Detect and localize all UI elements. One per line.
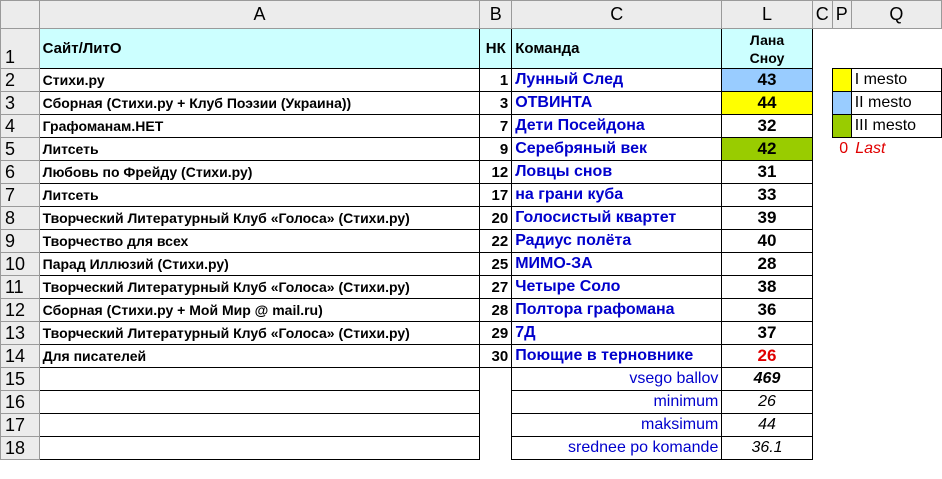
site-cell[interactable]: Литсеть (39, 138, 480, 161)
row-header[interactable]: 10 (1, 253, 40, 276)
row-header[interactable]: 15 (1, 368, 40, 391)
maximum-value[interactable]: 44 (722, 414, 812, 437)
table-row (1, 345, 942, 368)
nk-cell[interactable]: 9 (480, 138, 512, 161)
table-row (1, 69, 942, 92)
empty-cell[interactable] (39, 437, 480, 460)
site-cell[interactable]: Творческий Литературный Клуб «Голоса» (Стихи.ру) (39, 322, 480, 345)
site-cell[interactable]: Стихи.ру (39, 69, 480, 92)
score-cell[interactable]: 43 (722, 69, 812, 92)
row-header[interactable]: 3 (1, 92, 40, 115)
score-cell[interactable]: 31 (722, 161, 812, 184)
team-cell[interactable]: Голосистый квартет (512, 207, 722, 230)
team-cell[interactable]: ОТВИНТА (512, 92, 722, 115)
legend-second-label[interactable]: II mesto (851, 92, 941, 115)
score-cell[interactable]: 37 (722, 322, 812, 345)
score-cell[interactable]: 39 (722, 207, 812, 230)
header-judge-cell[interactable] (722, 29, 812, 69)
nk-cell[interactable]: 17 (480, 184, 512, 207)
legend-first-label[interactable]: I mesto (851, 69, 941, 92)
site-cell[interactable]: Творчество для всех (39, 230, 480, 253)
team-cell[interactable]: МИМО-ЗА (512, 253, 722, 276)
row-header-1[interactable]: 1 (1, 29, 40, 69)
minimum-label[interactable]: minimum (512, 391, 722, 414)
site-cell[interactable]: Сборная (Стихи.ру + Мой Мир @ mail.ru) (39, 299, 480, 322)
site-cell[interactable]: Графоманам.НЕТ (39, 115, 480, 138)
nk-cell[interactable]: 20 (480, 207, 512, 230)
table-row (1, 253, 942, 276)
nk-cell[interactable]: 12 (480, 161, 512, 184)
row-header[interactable]: 13 (1, 322, 40, 345)
row-header[interactable]: 6 (1, 161, 40, 184)
score-cell[interactable]: 42 (722, 138, 812, 161)
header-nk-cell[interactable]: НК (480, 29, 512, 69)
column-header-row (1, 1, 942, 29)
legend-third-label[interactable]: III mesto (851, 115, 941, 138)
row-header[interactable]: 18 (1, 437, 40, 460)
empty-cell[interactable] (39, 368, 480, 391)
team-cell[interactable]: Дети Посейдона (512, 115, 722, 138)
nk-cell[interactable]: 3 (480, 92, 512, 115)
column-header-c[interactable]: C (512, 1, 722, 29)
table-row (1, 184, 942, 207)
empty-cell[interactable] (39, 391, 480, 414)
score-cell[interactable]: 38 (722, 276, 812, 299)
stats-row (1, 391, 942, 414)
total-label[interactable]: vsego ballov (512, 368, 722, 391)
legend-first-swatch (832, 69, 851, 92)
score-cell[interactable]: 33 (722, 184, 812, 207)
score-cell-last[interactable]: 26 (722, 345, 812, 368)
nk-cell[interactable]: 29 (480, 322, 512, 345)
table-row (1, 92, 942, 115)
judge-name-line1: Лана (749, 31, 785, 48)
row-header[interactable]: 17 (1, 414, 40, 437)
nk-cell[interactable]: 22 (480, 230, 512, 253)
nk-cell[interactable]: 27 (480, 276, 512, 299)
team-cell[interactable]: Серебряный век (512, 138, 722, 161)
total-value[interactable]: 469 (722, 368, 812, 391)
row-header[interactable]: 16 (1, 391, 40, 414)
site-cell[interactable]: Любовь по Фрейду (Стихи.ру) (39, 161, 480, 184)
table-row (1, 299, 942, 322)
team-cell[interactable]: на грани куба (512, 184, 722, 207)
column-header-p[interactable]: P (832, 1, 851, 29)
select-all-corner[interactable] (1, 1, 40, 29)
maximum-label[interactable]: maksimum (512, 414, 722, 437)
team-cell[interactable]: Ловцы снов (512, 161, 722, 184)
stats-row (1, 437, 942, 460)
team-cell[interactable]: 7Д (512, 322, 722, 345)
legend-last-number[interactable]: 0 (839, 140, 849, 158)
nk-cell[interactable]: 25 (480, 253, 512, 276)
column-header-a[interactable]: A (39, 1, 480, 29)
nk-cell[interactable]: 1 (480, 69, 512, 92)
score-cell[interactable]: 44 (722, 92, 812, 115)
empty-cell[interactable] (39, 414, 480, 437)
table-row (1, 161, 942, 184)
table-row (1, 276, 942, 299)
header-team-cell[interactable]: Команда (512, 29, 722, 69)
legend-second-swatch (832, 92, 851, 115)
legend-third-swatch (832, 115, 851, 138)
column-header-l[interactable]: L (722, 1, 812, 29)
nk-cell[interactable]: 7 (480, 115, 512, 138)
nk-cell[interactable]: 30 (480, 345, 512, 368)
minimum-value[interactable]: 26 (722, 391, 812, 414)
column-header-b[interactable]: B (480, 1, 512, 29)
row-header[interactable]: 11 (1, 276, 40, 299)
row-header[interactable]: 12 (1, 299, 40, 322)
legend-last-label[interactable]: Last (855, 140, 886, 158)
header-site-cell[interactable]: Сайт/ЛитО (39, 29, 480, 69)
site-cell[interactable]: Творческий Литературный Клуб «Голоса» (Стихи.ру) (39, 207, 480, 230)
table-row (1, 138, 942, 161)
team-cell[interactable]: Полтора графомана (512, 299, 722, 322)
column-header-q[interactable]: Q (851, 1, 941, 29)
row-header[interactable]: 9 (1, 230, 40, 253)
team-cell[interactable]: Четыре Соло (512, 276, 722, 299)
row-header[interactable]: 2 (1, 69, 40, 92)
judge-name-line2: Сноу (749, 49, 785, 66)
stats-row (1, 414, 942, 437)
site-cell[interactable]: Литсеть (39, 184, 480, 207)
row-header[interactable]: 14 (1, 345, 40, 368)
row-header[interactable]: 8 (1, 207, 40, 230)
score-cell[interactable]: 32 (722, 115, 812, 138)
team-cell[interactable]: Радиус полёта (512, 230, 722, 253)
table-row (1, 322, 942, 345)
team-cell[interactable]: Лунный След (512, 69, 722, 92)
stats-row (1, 368, 942, 391)
row-header[interactable]: 5 (1, 138, 40, 161)
table-row (1, 115, 942, 138)
average-label[interactable]: srednee po komande (512, 437, 722, 460)
column-header-c2[interactable]: C (812, 1, 832, 29)
average-value[interactable]: 36.1 (722, 437, 812, 460)
score-cell[interactable]: 36 (722, 299, 812, 322)
score-cell[interactable]: 40 (722, 230, 812, 253)
site-cell[interactable]: Творческий Литературный Клуб «Голоса» (Стихи.ру) (39, 276, 480, 299)
row-header[interactable]: 4 (1, 115, 40, 138)
team-cell[interactable]: Поющие в терновнике (512, 345, 722, 368)
site-cell[interactable]: Для писателей (39, 345, 480, 368)
score-cell[interactable]: 28 (722, 253, 812, 276)
site-cell[interactable]: Сборная (Стихи.ру + Клуб Поэзии (Украина)) (39, 92, 480, 115)
row-header[interactable]: 7 (1, 184, 40, 207)
table-row (1, 230, 942, 253)
site-cell[interactable]: Парад Иллюзий (Стихи.ру) (39, 253, 480, 276)
table-row (1, 207, 942, 230)
table-row (1, 29, 942, 69)
nk-cell[interactable]: 28 (480, 299, 512, 322)
